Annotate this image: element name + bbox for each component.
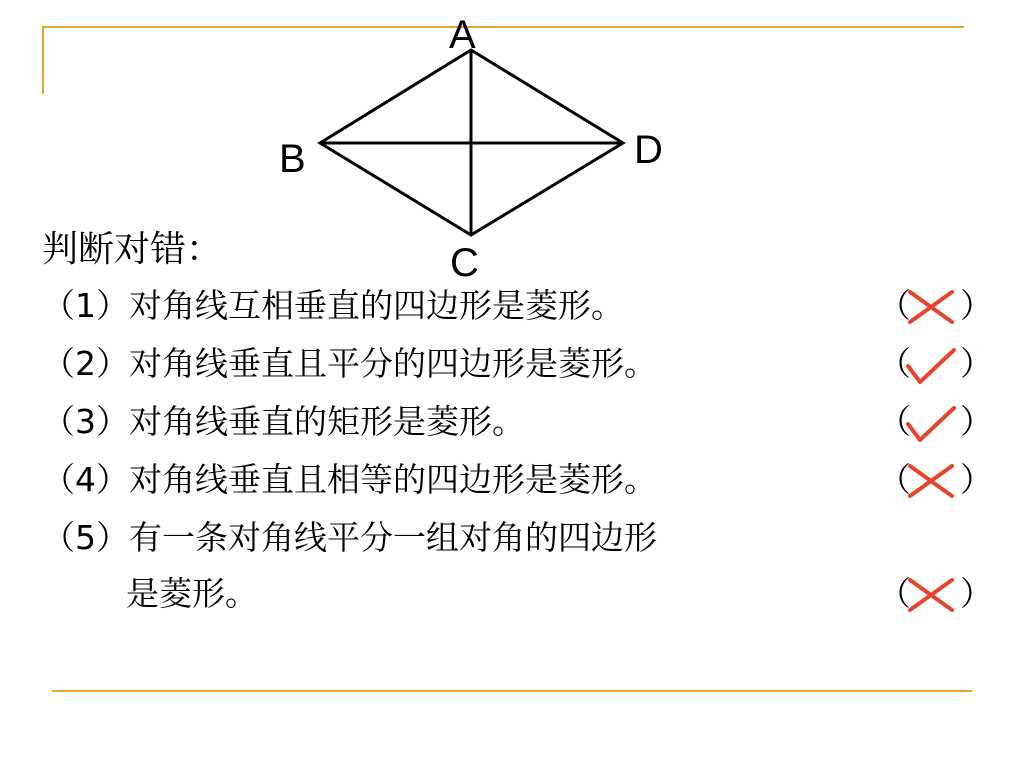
open-paren: （ [878, 460, 911, 499]
statement-item-continuation [0, 566, 1024, 622]
exercise-heading: 判断对错： [42, 229, 223, 270]
statement-text: （4）对角线垂直且相等的四边形是菱形。 [42, 460, 657, 499]
statement-item [0, 336, 1024, 392]
close-paren: ） [960, 344, 993, 383]
statement-item [0, 452, 1024, 508]
check-mark-icon [904, 342, 958, 386]
statement-item [0, 278, 1024, 334]
open-paren: （ [878, 574, 911, 613]
answer-box [868, 452, 1000, 508]
check-mark-icon [904, 400, 958, 444]
cross-mark-icon [904, 458, 958, 502]
cross-mark-icon [904, 572, 958, 616]
statement-text-continuation: 是菱形。 [126, 574, 258, 613]
bottom-decorative-rule [52, 690, 972, 692]
statement-text: （2）对角线垂直且平分的四边形是菱形。 [42, 344, 657, 383]
statement-item [0, 510, 1024, 566]
vertex-label-c: C [450, 241, 479, 285]
close-paren: ） [960, 286, 993, 325]
statement-text: （1）对角线互相垂直的四边形是菱形。 [42, 286, 624, 325]
answer-box [868, 394, 1000, 450]
open-paren: （ [878, 344, 911, 383]
close-paren: ） [960, 574, 993, 613]
answer-box [868, 336, 1000, 392]
statement-item [0, 394, 1024, 450]
cross-mark-icon [904, 284, 958, 328]
open-paren: （ [878, 286, 911, 325]
vertex-label-b: B [279, 137, 306, 181]
statement-text: （3）对角线垂直的矩形是菱形。 [42, 402, 525, 441]
vertex-label-a: A [449, 13, 476, 57]
answer-box [868, 566, 1000, 622]
statement-text: （5）有一条对角线平分一组对角的四边形 [42, 518, 657, 557]
close-paren: ） [960, 460, 993, 499]
answer-box [868, 278, 1000, 334]
close-paren: ） [960, 402, 993, 441]
vertex-label-d: D [634, 128, 663, 172]
open-paren: （ [878, 402, 911, 441]
